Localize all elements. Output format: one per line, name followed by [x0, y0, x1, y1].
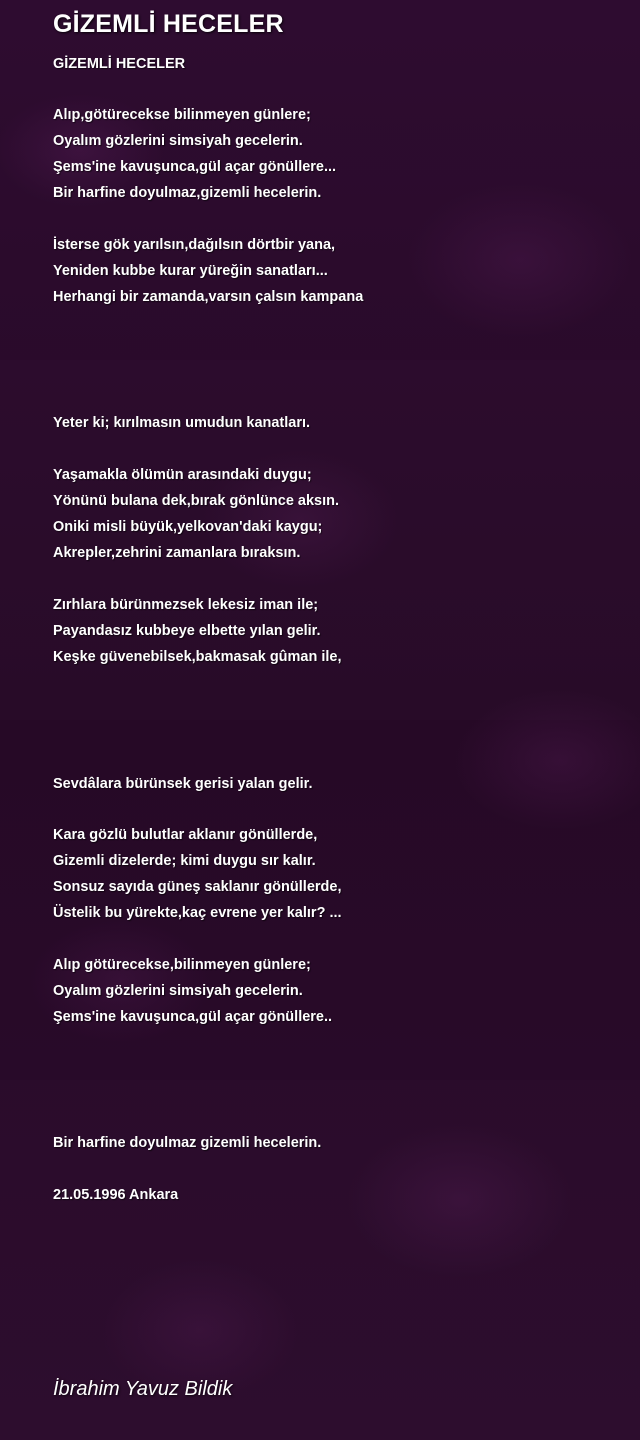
background-band	[0, 360, 640, 720]
poem-line: Şems'ine kavuşunca,gül açar gönüllere..	[53, 1009, 333, 1025]
poem-line: Yeter ki; kırılmasın umudun kanatları.	[53, 415, 311, 431]
poem-date: 21.05.1996 Ankara	[53, 1187, 179, 1203]
poem-line: Oyalım gözlerini simsiyah gecelerin.	[53, 133, 303, 149]
poem-line: Alıp götürecekse,bilinmeyen günlere;	[53, 957, 311, 973]
poem-line: Gizemli dizelerde; kimi duygu sır kalır.	[53, 853, 316, 869]
poem-line: Yeniden kubbe kurar yüreğin sanatları...	[53, 263, 328, 279]
poem-line: Üstelik bu yürekte,kaç evrene yer kalır? ...	[53, 905, 342, 921]
poem-line: Şems'ine kavuşunca,gül açar gönüllere...	[53, 159, 337, 175]
poem-line: Akrepler,zehrini zamanlara bıraksın.	[53, 545, 301, 561]
poem-line: Alıp,götürecekse bilinmeyen günlere;	[53, 107, 311, 123]
poem-line: Bir harfine doyulmaz gizemli hecelerin.	[53, 1135, 322, 1151]
poem-subtitle: GİZEMLİ HECELER	[53, 56, 186, 72]
poem-line: Kara gözlü bulutlar aklanır gönüllerde,	[53, 827, 318, 843]
poem-line: Herhangi bir zamanda,varsın çalsın kampana	[53, 289, 364, 305]
poem-line: Oniki misli büyük,yelkovan'daki kaygu;	[53, 519, 323, 535]
background-band	[0, 720, 640, 1080]
poem-title: GİZEMLİ HECELER	[53, 10, 284, 38]
poem-line: Bir harfine doyulmaz,gizemli hecelerin.	[53, 185, 322, 201]
poem-line: Sonsuz sayıda güneş saklanır gönüllerde,	[53, 879, 342, 895]
poem-line: İsterse gök yarılsın,dağılsın dörtbir yana,	[53, 237, 336, 253]
poem-line: Yaşamakla ölümün arasındaki duygu;	[53, 467, 312, 483]
poem-line: Oyalım gözlerini simsiyah gecelerin.	[53, 983, 303, 999]
poem-line: Payandasız kubbeye elbette yılan gelir.	[53, 623, 321, 639]
poem-line: Zırhlara bürünmezsek lekesiz iman ile;	[53, 597, 319, 613]
poem-author: İbrahim Yavuz Bildik	[53, 1378, 233, 1400]
background-band	[0, 0, 640, 360]
poem-line: Yönünü bulana dek,bırak gönlünce aksın.	[53, 493, 340, 509]
poem-line: Sevdâlara bürünsek gerisi yalan gelir.	[53, 776, 313, 792]
poem-line: Keşke güvenebilsek,bakmasak gûman ile,	[53, 649, 342, 665]
